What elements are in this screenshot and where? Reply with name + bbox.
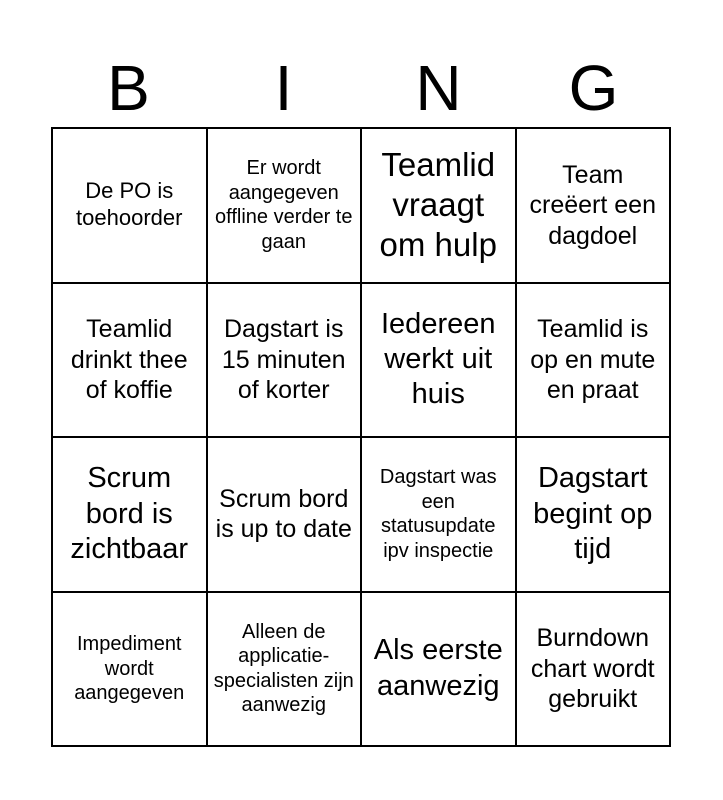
bingo-cell-r1-c4[interactable] xyxy=(517,129,672,284)
cell-text: De PO is toehoorder xyxy=(76,178,183,231)
header-letter-g: G xyxy=(568,52,619,124)
header-letter-n: N xyxy=(415,52,462,124)
bingo-cell-r4-c4[interactable] xyxy=(517,593,672,748)
cell-text: Burndown chart wordt gebruikt xyxy=(530,624,655,713)
bingo-cell-r2-c3[interactable] xyxy=(362,284,517,439)
bingo-cell-r4-c3[interactable] xyxy=(362,593,517,748)
cell-text: Alleen de applicatie-specialisten zijn aanwezig xyxy=(213,620,354,717)
cell-text: Scrum bord is up to date xyxy=(215,484,352,544)
bingo-cell-r3-c1[interactable] xyxy=(53,438,208,593)
cell-text: Teamlid is op en mute en praat xyxy=(530,315,656,404)
cell-text: Als eerste aanwezig xyxy=(373,634,503,702)
bingo-cell-r3-c3[interactable] xyxy=(362,438,517,593)
bingo-cell-r4-c2[interactable] xyxy=(208,593,363,748)
bingo-header xyxy=(51,50,671,126)
bingo-board xyxy=(51,127,671,747)
cell-text: Teamlid vraagt om hulp xyxy=(379,145,497,264)
bingo-cell-r2-c4[interactable] xyxy=(517,284,672,439)
cell-text: Team creëert een dagdoel xyxy=(529,160,656,250)
cell-text: Impediment wordt aangegeven xyxy=(74,633,185,704)
cell-text: Iedereen werkt uit huis xyxy=(381,307,496,411)
bingo-cell-r1-c2[interactable] xyxy=(208,129,363,284)
cell-text: Er wordt aangegeven offline verder te gaan xyxy=(215,157,353,253)
bingo-cell-r1-c1[interactable] xyxy=(53,129,208,284)
cell-text: Dagstart was een statusupdate ipv inspectie xyxy=(379,466,497,562)
bingo-cell-r2-c2[interactable] xyxy=(208,284,363,439)
bingo-cell-r2-c1[interactable] xyxy=(53,284,208,439)
bingo-cell-r3-c4[interactable] xyxy=(517,438,672,593)
header-letter-i: I xyxy=(274,52,293,124)
bingo-cell-r4-c1[interactable] xyxy=(53,593,208,748)
header-letter-b: B xyxy=(107,52,150,124)
cell-text: Teamlid drinkt thee of koffie xyxy=(70,315,188,404)
cell-text: Dagstart begint op tijd xyxy=(533,462,653,565)
bingo-cell-r3-c2[interactable] xyxy=(208,438,363,593)
cell-text: Dagstart is 15 minuten of korter xyxy=(221,315,346,404)
cell-text: Scrum bord is zichtbaar xyxy=(70,462,189,565)
bingo-cell-r1-c3[interactable] xyxy=(362,129,517,284)
